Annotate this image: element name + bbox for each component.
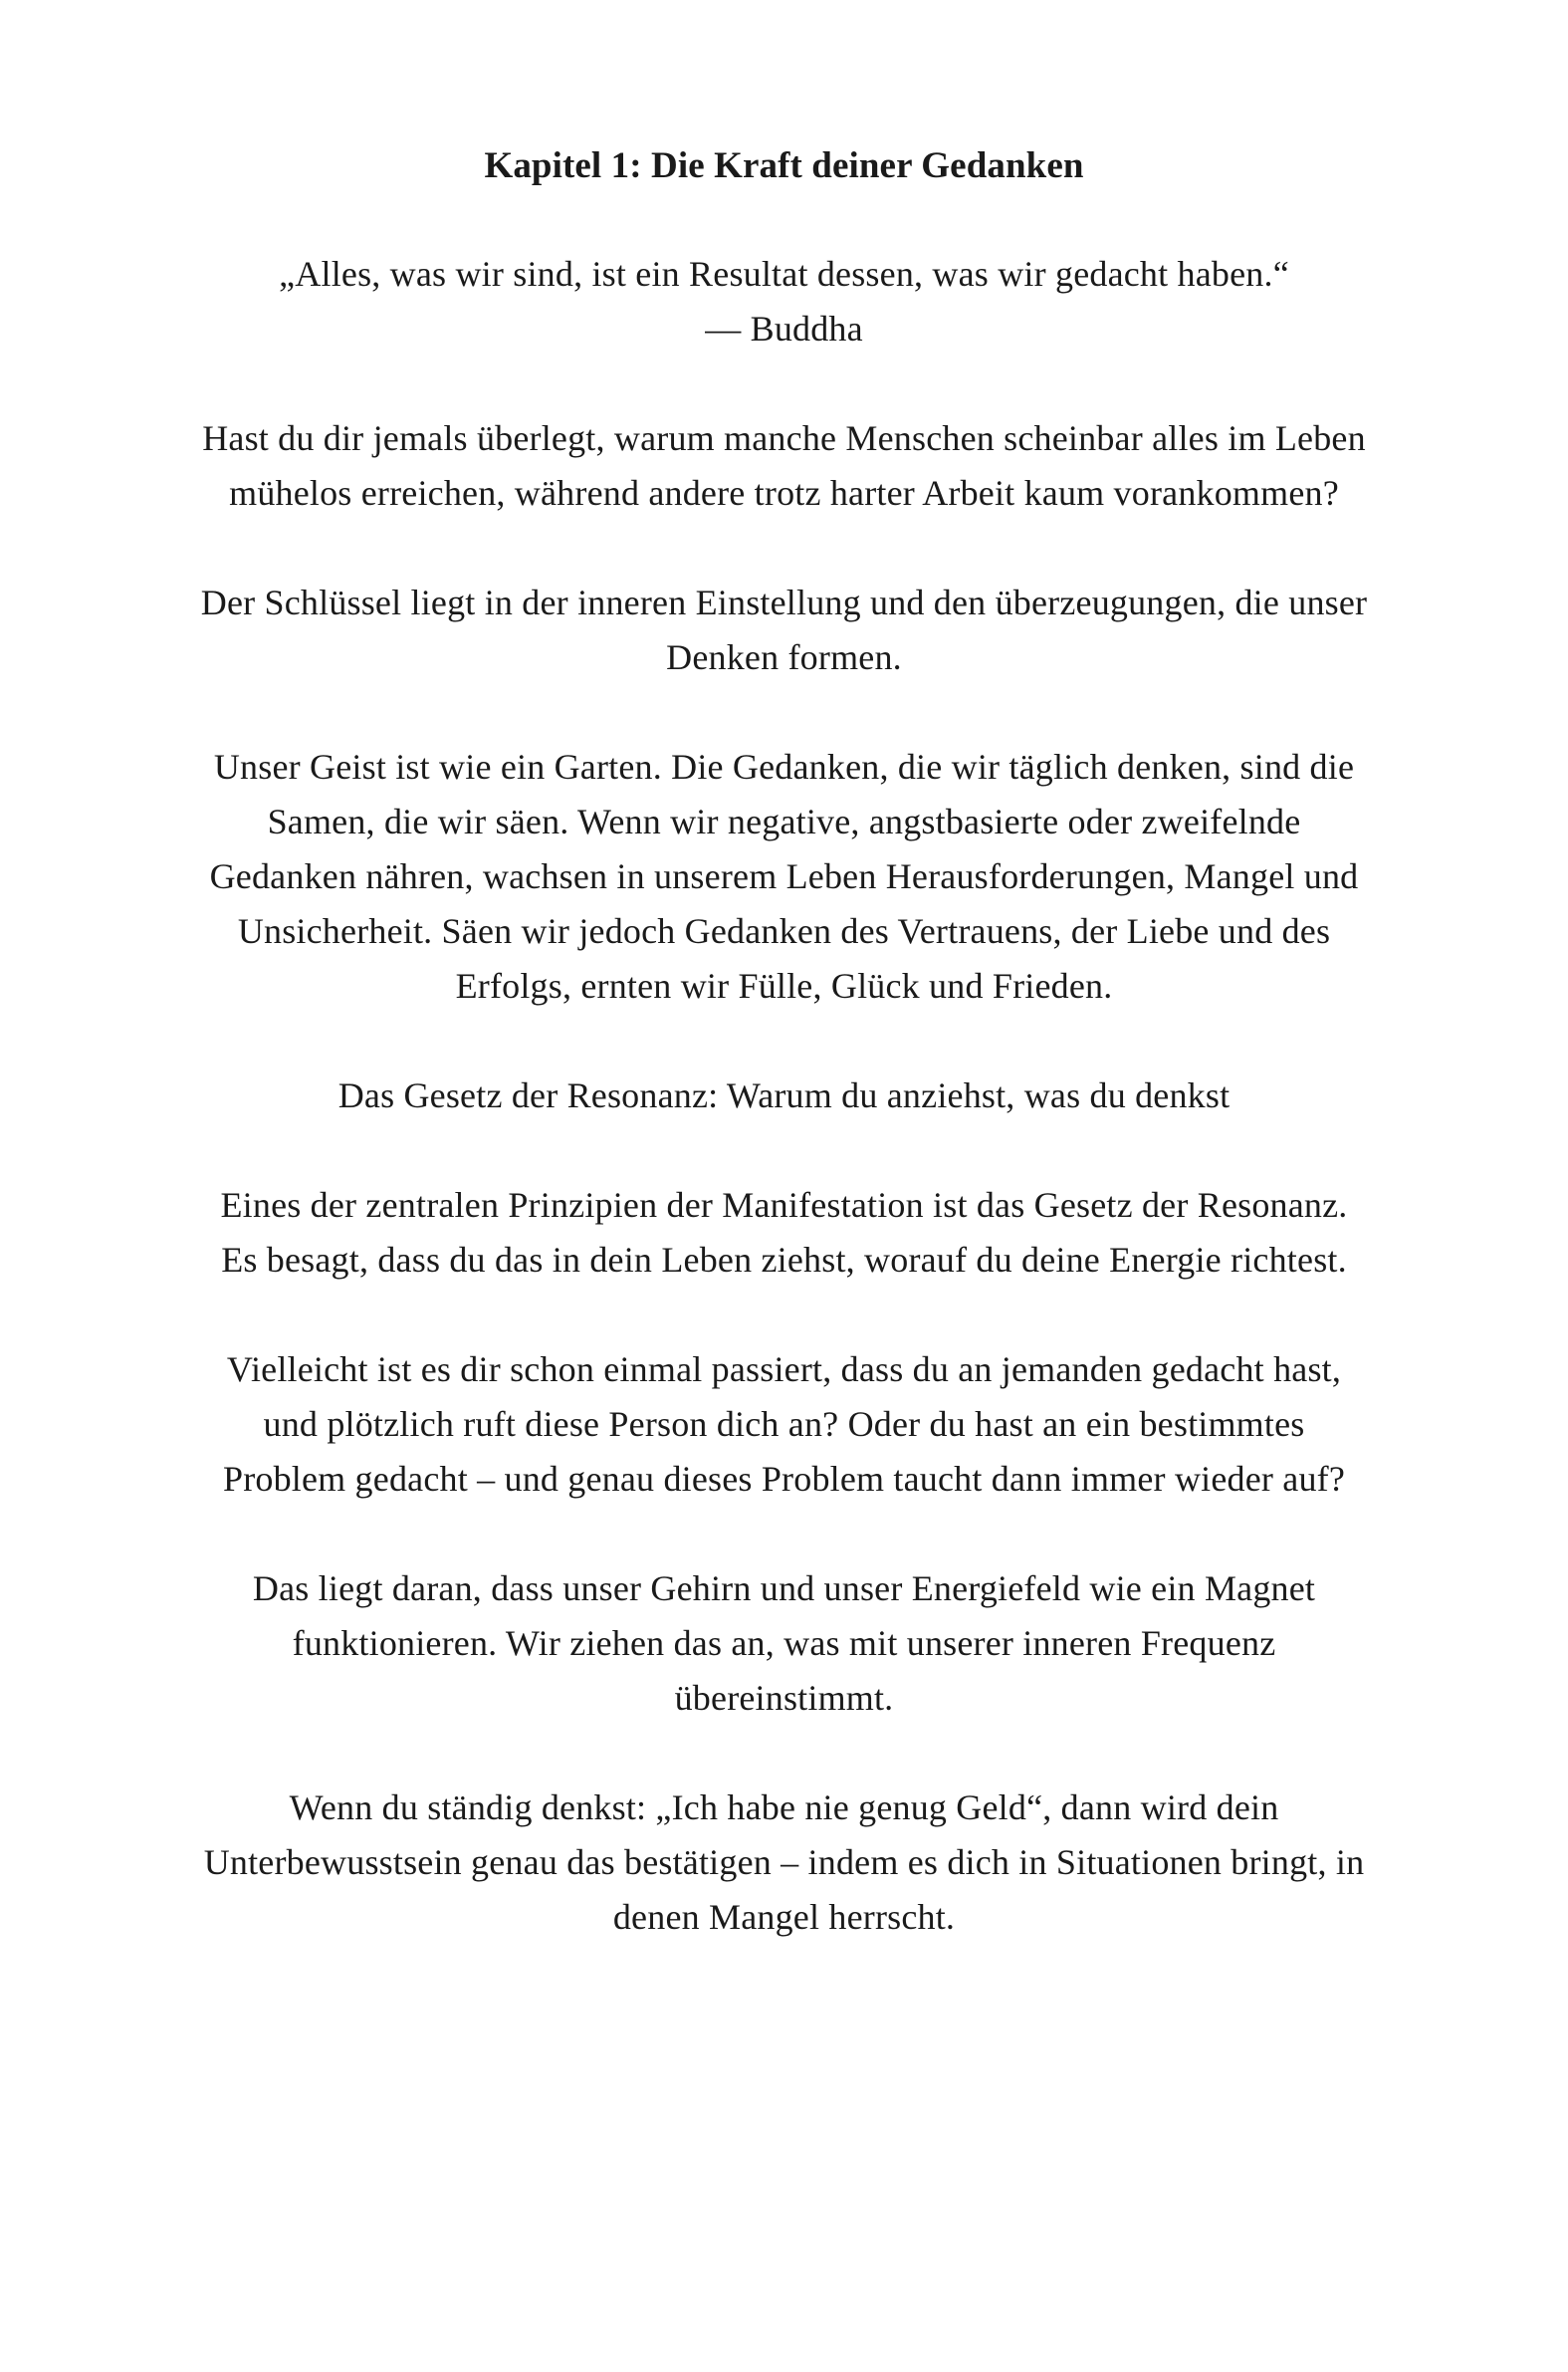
paragraph-garden <box>149 740 1419 1014</box>
paragraph-line: Vielleicht ist es dir schon einmal passiert, dass du an jemanden gedacht hast, <box>226 1349 1342 1389</box>
paragraph-line: Hast du dir jemals überlegt, warum manche Menschen scheinbar alles im Leben <box>202 418 1366 458</box>
quote-text: „Alles, was wir sind, ist ein Resultat dessen, was wir gedacht haben.“ <box>279 254 1289 294</box>
paragraph-magnet <box>149 1561 1419 1726</box>
paragraph-line: Unser Geist ist wie ein Garten. Die Gedanken, die wir täglich denken, sind die <box>213 747 1355 787</box>
quote-author: — Buddha <box>705 309 863 349</box>
paragraph-line: Problem gedacht – und genau dieses Problem taucht dann immer wieder auf? <box>222 1459 1346 1499</box>
paragraph-example <box>149 1342 1419 1507</box>
epigraph <box>149 247 1419 356</box>
page-content <box>149 141 1419 1945</box>
paragraph-line: Das liegt daran, dass unser Gehirn und unser Energiefeld wie ein Magnet <box>252 1568 1316 1608</box>
paragraph-line: Der Schlüssel liegt in der inneren Einstellung und den überzeugungen, die unser <box>200 583 1368 622</box>
paragraph-line: übereinstimmt. <box>674 1678 894 1718</box>
paragraph-line: Denken formen. <box>666 637 902 677</box>
paragraph-intro-question <box>149 411 1419 521</box>
paragraph-key <box>149 576 1419 685</box>
paragraph-line: Eines der zentralen Prinzipien der Manifestation ist das Gesetz der Resonanz. <box>220 1185 1348 1225</box>
paragraph-line: und plötzlich ruft diese Person dich an? Oder du hast an ein bestimmtes <box>263 1404 1305 1444</box>
paragraph-line: mühelos erreichen, während andere trotz harter Arbeit kaum vorankommen? <box>229 473 1339 513</box>
paragraph-resonance-principle <box>149 1178 1419 1288</box>
chapter-title: Kapitel 1: Die Kraft deiner Gedanken <box>484 145 1084 186</box>
section-heading: Das Gesetz der Resonanz: Warum du anziehst, was du denkst <box>337 1075 1231 1115</box>
paragraph-line: funktionieren. Wir ziehen das an, was mit unserer inneren Frequenz <box>292 1623 1276 1663</box>
paragraph-line: Unsicherheit. Säen wir jedoch Gedanken des Vertrauens, der Liebe und des <box>237 911 1331 951</box>
paragraph-money <box>149 1780 1419 1945</box>
paragraph-line: Wenn du ständig denkst: „Ich habe nie genug Geld“, dann wird dein <box>289 1787 1279 1827</box>
paragraph-line: Gedanken nähren, wachsen in unserem Leben Herausforderungen, Mangel und <box>209 856 1359 896</box>
paragraph-line: Unterbewusstsein genau das bestätigen – indem es dich in Situationen bringt, in <box>203 1842 1365 1882</box>
paragraph-line: denen Mangel herrscht. <box>612 1897 956 1937</box>
paragraph-line: Es besagt, dass du das in dein Leben ziehst, worauf du deine Energie richtest. <box>221 1240 1347 1280</box>
paragraph-line: Erfolgs, ernten wir Fülle, Glück und Frieden. <box>455 966 1113 1006</box>
section-heading-resonance <box>149 1068 1419 1123</box>
paragraph-line: Samen, die wir säen. Wenn wir negative, angstbasierte oder zweifelnde <box>267 802 1301 841</box>
